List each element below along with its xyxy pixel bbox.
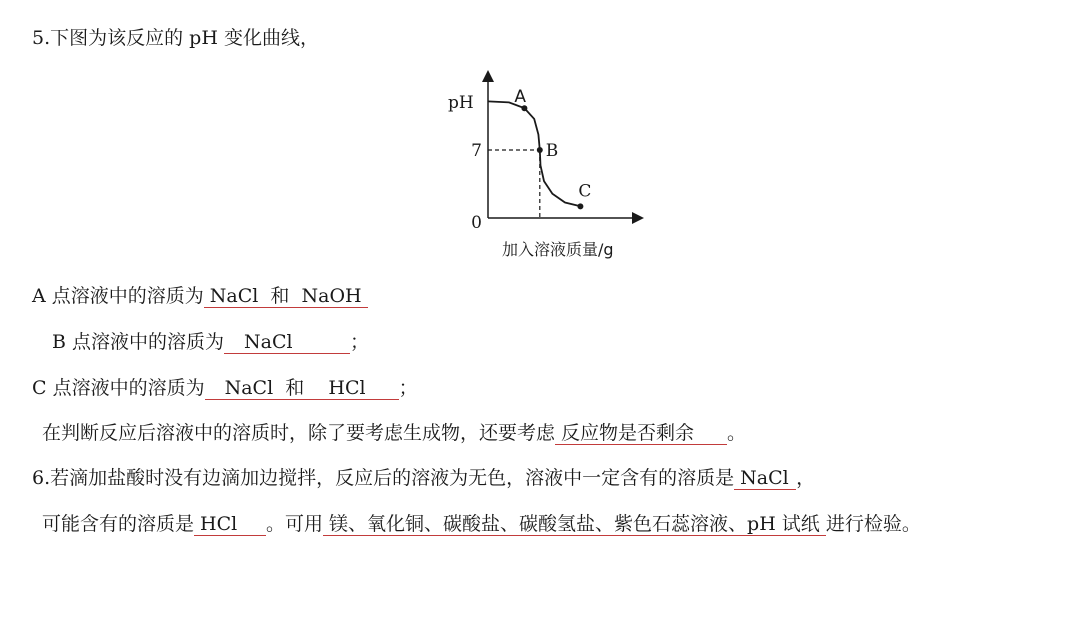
q6-line2-answer: HCl bbox=[194, 513, 266, 536]
q5-a-prefix: A 点溶液中的溶质为 bbox=[32, 285, 204, 307]
point-b-marker bbox=[537, 147, 543, 153]
ph-curve-chart bbox=[436, 68, 646, 268]
q5-judge-answer: 反应物是否剩余 bbox=[555, 422, 727, 445]
q5-a-answer: NaCl 和 NaOH bbox=[204, 285, 368, 308]
q6-line2-suffix: 进行检验。 bbox=[825, 513, 921, 535]
point-c-label: C bbox=[578, 181, 592, 202]
q5-point-a-line bbox=[32, 284, 368, 308]
point-b-label: B bbox=[545, 141, 559, 161]
q5-c-answer: NaCl 和 HCl bbox=[205, 377, 399, 400]
y-axis-label: pH bbox=[448, 93, 474, 113]
q6-line2-mid: 。可用 bbox=[266, 513, 324, 535]
q6-line1-answer: NaCl bbox=[734, 467, 796, 490]
point-a-label: A bbox=[514, 87, 527, 108]
q5-b-suffix: ； bbox=[350, 331, 370, 353]
q5-intro: 5.下图为该反应的 pH 变化曲线， bbox=[32, 27, 319, 49]
q6-line2-prefix: 可能含有的溶质是 bbox=[42, 513, 195, 535]
q5-b-answer: NaCl bbox=[224, 331, 350, 354]
q5-judge-prefix: 在判断反应后溶液中的溶质时，除了要考虑生成物，还要考虑 bbox=[42, 422, 556, 444]
q5-c-suffix: ； bbox=[398, 377, 418, 399]
point-c-marker bbox=[577, 203, 583, 209]
q5-b-prefix: B 点溶液中的溶质为 bbox=[52, 331, 225, 353]
q6-line2-answer2: 镁、氧化铜、碳酸盐、碳酸氢盐、紫色石蕊溶液、pH 试纸 bbox=[323, 513, 826, 536]
q6-line-2 bbox=[42, 512, 921, 536]
ph-curve bbox=[488, 101, 580, 206]
q5-c-prefix: C 点溶液中的溶质为 bbox=[32, 377, 205, 399]
q6-line1-suffix: ， bbox=[796, 467, 816, 489]
x-axis-label: 加入溶液质量/g bbox=[502, 240, 614, 259]
q5-point-b-line bbox=[52, 330, 369, 354]
y-tick-label: 7 bbox=[471, 141, 482, 161]
q5-point-c-line bbox=[32, 376, 418, 400]
q6-line1-prefix: 6.若滴加盐酸时没有边滴加边搅拌，反应后的溶液为无色，溶液中一定含有的溶质是 bbox=[32, 467, 735, 489]
origin-label: 0 bbox=[471, 213, 482, 233]
q5-judge-line bbox=[42, 421, 746, 445]
q5-judge-suffix: 。 bbox=[727, 422, 747, 444]
q6-line-1 bbox=[32, 466, 815, 490]
